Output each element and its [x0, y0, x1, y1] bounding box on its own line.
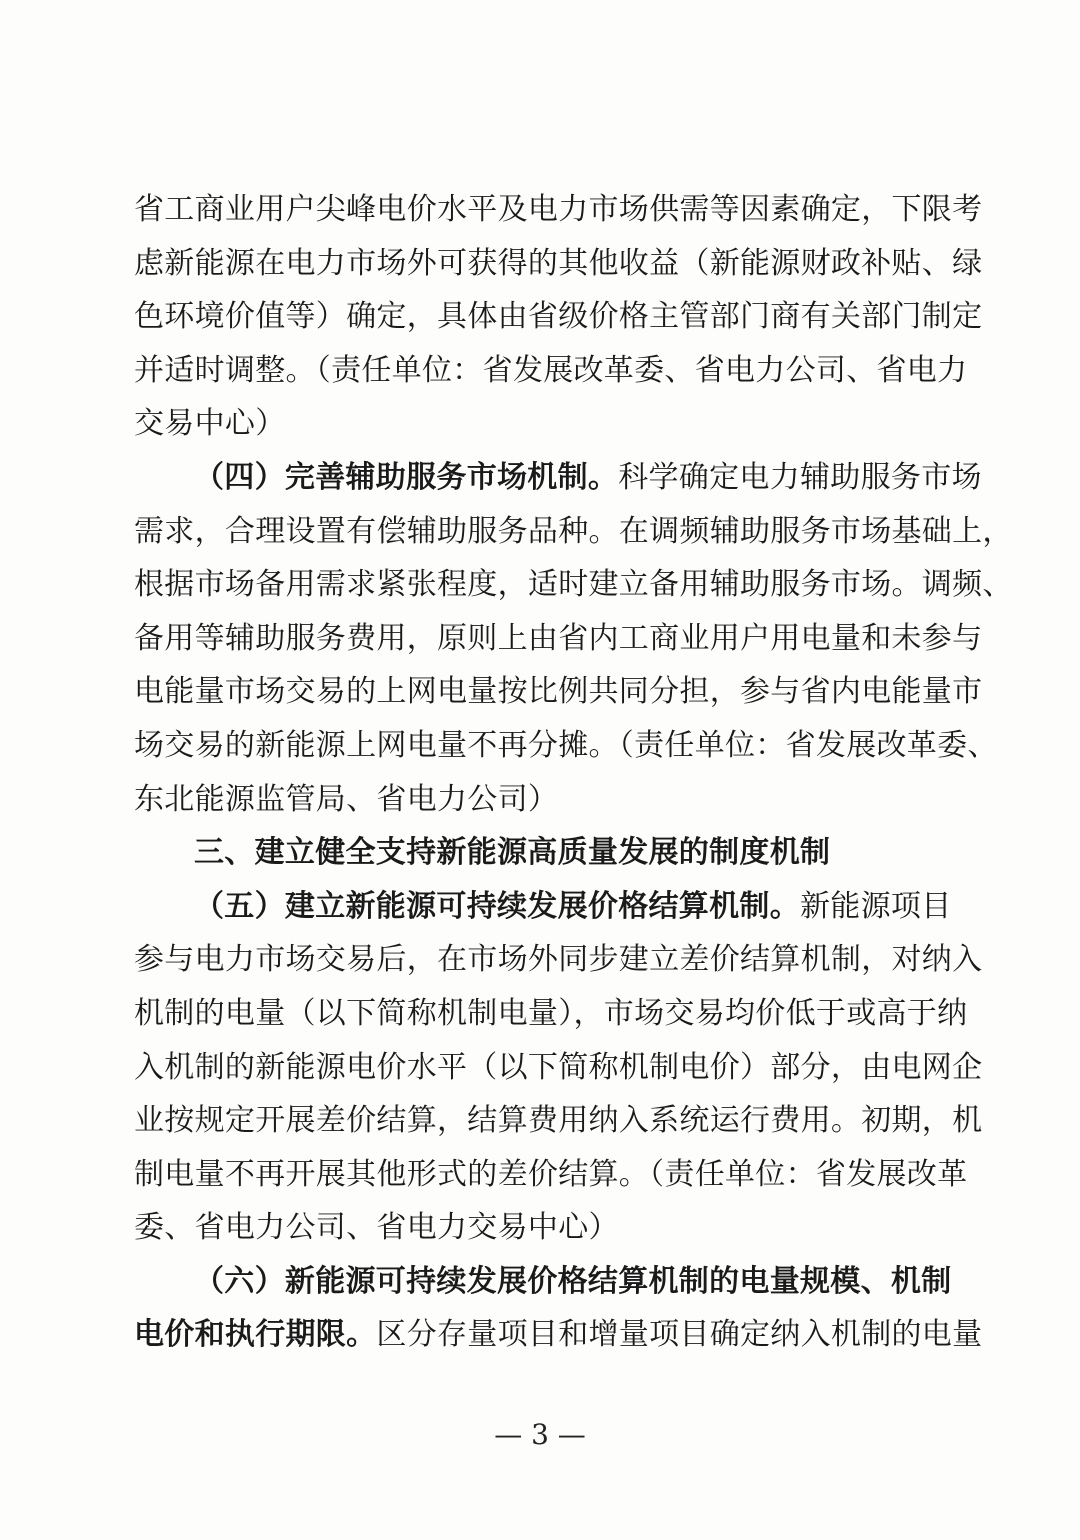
section-five-title: （五）建立新能源可持续发展价格结算机制。: [194, 888, 800, 924]
section-six-title-cont: 电价和执行期限。: [134, 1317, 377, 1353]
paragraph-line: 虑新能源在电力市场外可获得的其他收益（新能源财政补贴、绿: [134, 245, 983, 281]
paragraph-line: 东北能源监管局、省电力公司）: [134, 781, 559, 817]
page-number: — 3 —: [494, 1418, 586, 1451]
paragraph-line: 色环境价值等）确定，具体由省级价格主管部门商有关部门制定: [134, 299, 983, 335]
paragraph-line: 电能量市场交易的上网电量按比例共同分担，参与省内电能量市: [134, 674, 983, 710]
section-six-line: [134, 1255, 952, 1309]
paragraph-line: 电价和执行期限。区分存量项目和增量项目确定纳入机制的电量: [134, 1317, 983, 1353]
paragraph-line: 省工商业用户尖峰电价水平及电力市场供需等因素确定，下限考: [134, 192, 983, 227]
paragraph-line: 委、省电力公司、省电力交易中心）: [134, 1210, 619, 1246]
document-body: [134, 183, 1013, 1362]
paragraph-line: 根据市场备用需求紧张程度，适时建立备用辅助服务市场。调频、: [134, 567, 1013, 603]
paragraph-line: 需求，合理设置有偿辅助服务品种。在调频辅助服务市场基础上，: [134, 513, 1013, 549]
paragraph-line: 制电量不再开展其他形式的差价结算。（责任单位：省发展改革: [134, 1156, 968, 1192]
paragraph-line: 交易中心）: [134, 406, 286, 442]
paragraph-line: 参与电力市场交易后，在市场外同步建立差价结算机制，对纳入: [134, 942, 983, 978]
section-five-line: （五）建立新能源可持续发展价格结算机制。新能源项目: [194, 888, 952, 924]
section-four-line: （四）完善辅助服务市场机制。科学确定电力辅助服务市场: [194, 459, 982, 495]
section-four-title: （四）完善辅助服务市场机制。: [194, 459, 619, 495]
paragraph-line: 场交易的新能源上网电量不再分摊。（责任单位：省发展改革委、: [134, 727, 998, 763]
section-heading: 三、建立健全支持新能源高质量发展的制度机制: [194, 835, 831, 871]
paragraph-line: 入机制的新能源电价水平（以下简称机制电价）部分，由电网企: [134, 1049, 983, 1085]
section-six-title: （六）新能源可持续发展价格结算机制的电量规模、机制: [194, 1263, 952, 1299]
paragraph-line: 机制的电量（以下简称机制电量），市场交易均价低于或高于纳: [134, 995, 968, 1031]
paragraph-line: 并适时调整。（责任单位：省发展改革委、省电力公司、省电力: [134, 352, 968, 388]
paragraph-line: 备用等辅助服务费用，原则上由省内工商业用户用电量和未参与: [134, 620, 983, 656]
paragraph-line: 业按规定开展差价结算，结算费用纳入系统运行费用。初期，机: [134, 1103, 983, 1139]
